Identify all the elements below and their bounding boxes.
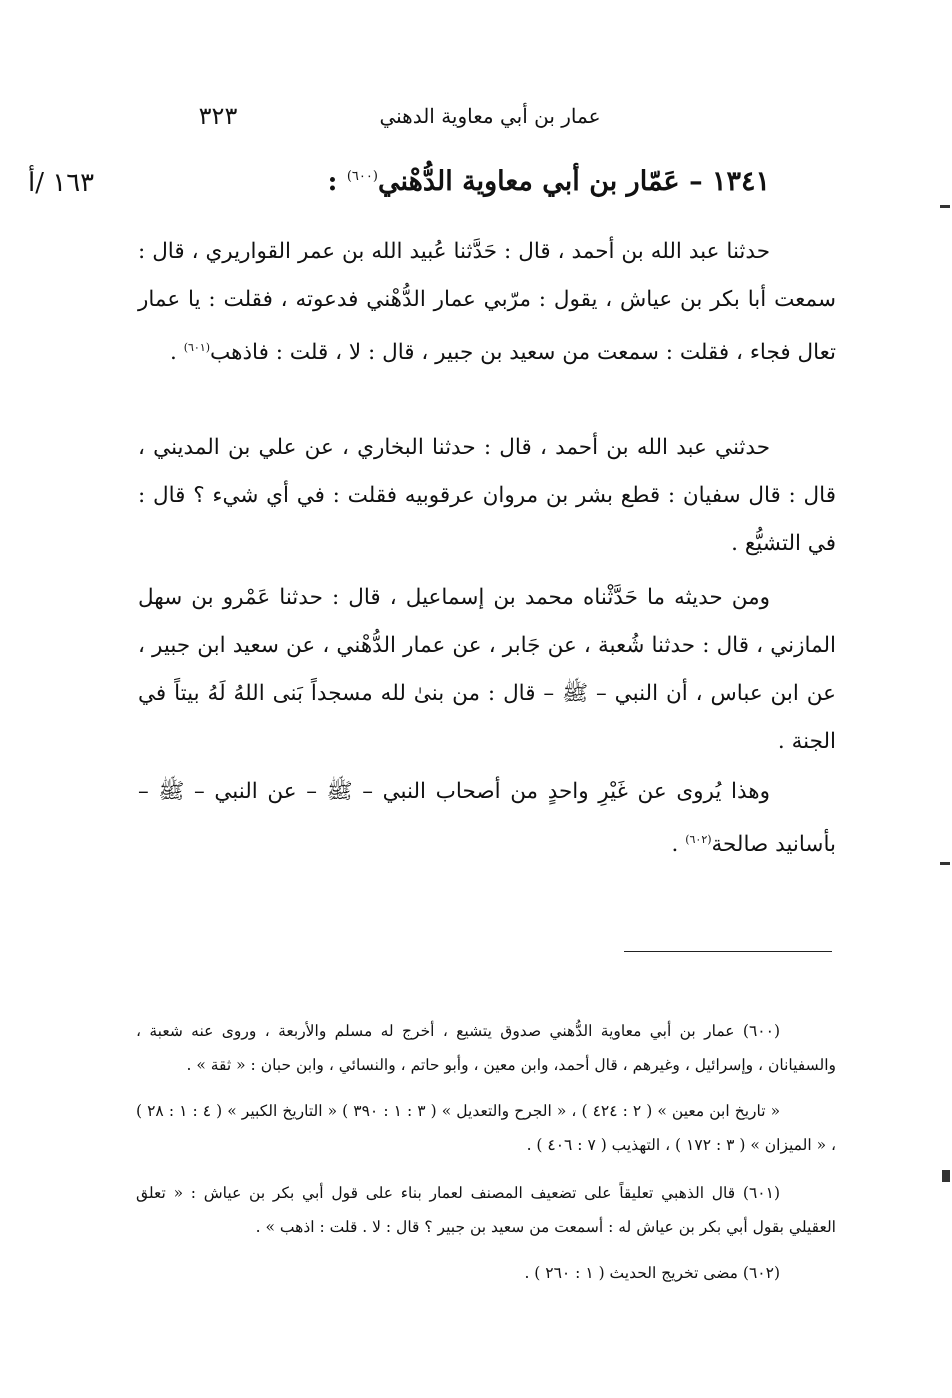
entry-footnote-ref: (٦٠٠) xyxy=(346,169,378,184)
footnote xyxy=(136,1256,836,1290)
entry-number: ١٣٤١ xyxy=(711,166,770,197)
entry-colon: : xyxy=(327,166,338,197)
paragraph xyxy=(138,768,836,869)
footnote-separator xyxy=(624,951,832,952)
margin-folio-note: ١٦٣ /أ xyxy=(28,168,95,198)
paragraph-text: حدثنا عبد الله بن أحمد ، قال : حَدَّثنا عُبيد الله بن عمر القواريري ، قال : سمعت أبا بكر بن عياش ، يقول : مرّبي عمار الدُّهْني فدعوته ، فقلت : يا عمار تعال فجاء ، فقلت : سمعت من سعيد بن جبير ، قال : لا ، قلت : فاذهب xyxy=(138,239,836,366)
paragraph-end: . xyxy=(671,832,686,858)
footnote-text: (٦٠٢) مضى تخريج الحديث ( ١ : ٢٦٠ ) . xyxy=(524,1264,780,1282)
footnote-ref: (٦٠٢) xyxy=(685,833,712,846)
paragraph xyxy=(138,424,836,568)
footnote xyxy=(136,1014,836,1082)
entry-dash: – xyxy=(689,166,703,197)
entry-name: عَمّار بن أبي معاوية الدُّهْني xyxy=(377,166,680,197)
paragraph-end: . xyxy=(170,340,184,366)
paragraph xyxy=(138,228,836,377)
entry-heading xyxy=(320,166,770,197)
paragraph-text: وهذا يُروى عن غَيْرِ واحدٍ من أصحاب النبي – ﷺ – عن النبي – ﷺ – بأسانيد صالحة xyxy=(138,779,836,858)
footnote-text: « تاريخ ابن معين » ( ٢ : ٤٢٤ ) ، « الجرح والتعديل » ( ٣ : ١ : ٣٩٠ ) « التاريخ الكبير » ( ٤ : ١ : ٢٨ ) ، « الميزان » ( ٣ : ١٧٢ ) ، التهذيب ( ٧ : ٤٠٦ ) . xyxy=(136,1102,836,1154)
scan-edge-mark xyxy=(942,1170,950,1182)
footnote-text: (٦٠١) قال الذهبي تعليقاً على تضعيف المصنف لعمار بناء على قول أبي بكر بن عياش : « تعلق العقيلي بقول أبي بكر بن عياش له : أسمعت من سعيد بن جبير ؟ قال : لا . قلت : اذهب » . xyxy=(136,1184,836,1236)
running-title: عمار بن أبي معاوية الدهني xyxy=(379,104,601,128)
footnote xyxy=(136,1094,836,1162)
paragraph-text: حدثني عبد الله بن أحمد ، قال : حدثنا البخاري ، عن علي بن المديني ، قال : قال سفيان : قطع بشر بن مروان عرقوبيه فقلت : في أي شيء ؟ قال : في التشيُّع . xyxy=(138,435,836,556)
footnote xyxy=(136,1176,836,1244)
paragraph xyxy=(138,574,836,766)
footnote-text: (٦٠٠) عمار بن أبي معاوية الدُّهني صدوق يتشيع ، أخرج له مسلم والأربعة ، وروى عنه شعبة ، والسفيانان ، وإسرائيل ، وغيرهم ، قال أحمد، وابن معين ، وأبو حاتم ، والنسائي ، وابن حبان : « ثقة » . xyxy=(136,1022,836,1074)
scan-edge-mark xyxy=(940,205,950,208)
page-number: ٣٢٣ xyxy=(198,102,238,130)
scan-edge-mark xyxy=(940,862,950,865)
footnote-ref: (٦٠١) xyxy=(183,341,211,354)
paragraph-text: ومن حديثه ما حَدَّثْناه محمد بن إسماعيل ، قال : حدثنا عَمْرو بن سهل المازني ، قال : حدثنا شُعبة ، عن جَابر ، عن عمار الدُّهْني ، عن سعيد ابن جبير ، عن ابن عباس ، أن النبي – ﷺ – قال : من بنىٰ لله مسجداً بَنى اللهُ لَهُ بيتاً في الجنة . xyxy=(138,585,836,754)
